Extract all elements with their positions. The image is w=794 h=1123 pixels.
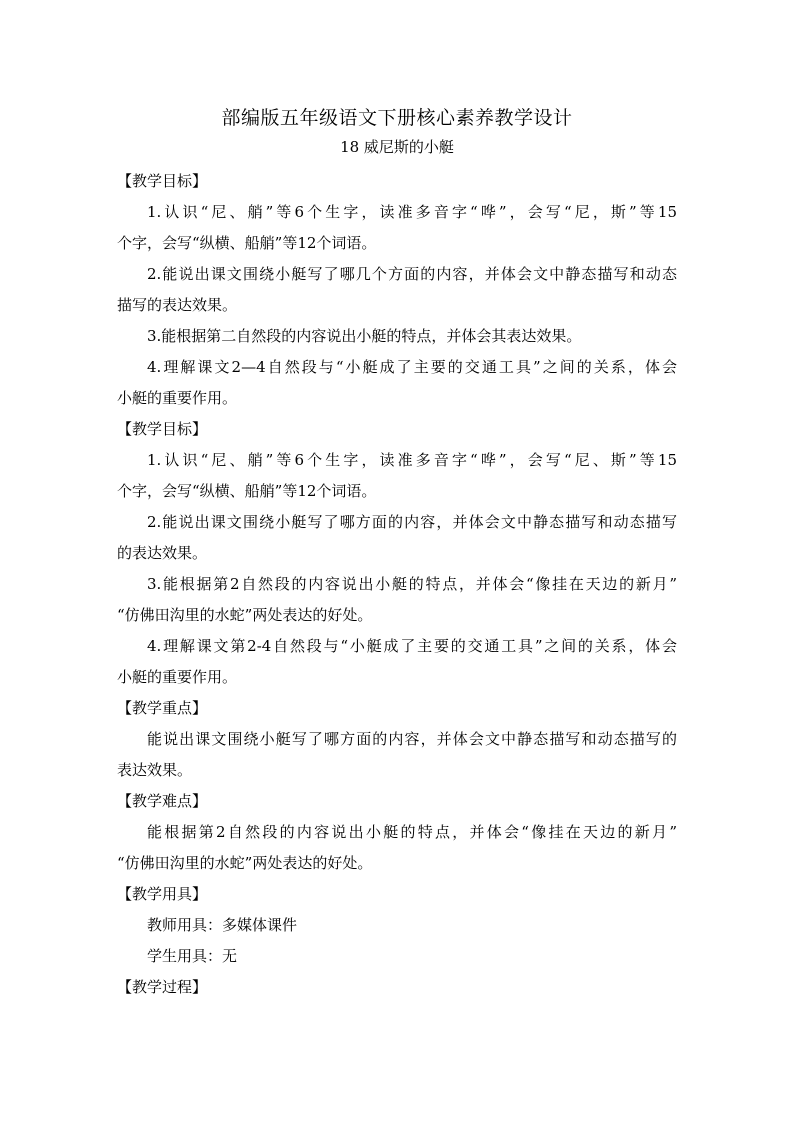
goal-1-2-line-1: 2.能说出课文围绕小艇写了哪几个方面的内容，并体会文中静态描写和动态 — [147, 265, 677, 283]
goal-2-2-line-2: 的表达效果。 — [117, 544, 208, 562]
goal-1-3-line-1: 3.能根据第二自然段的内容说出小艇的特点，并体会其表达效果。 — [147, 327, 582, 345]
key-point-line-1: 能说出课文围绕小艇写了哪方面的内容，并体会文中静态描写和动态描写的 — [147, 730, 677, 748]
goal-1-1-line-2: 个字，会写“纵横、船艄”等12个词语。 — [117, 234, 377, 252]
goal-2-3-line-1: 3.能根据第2自然段的内容说出小艇的特点，并体会“像挂在天边的新月” — [147, 575, 677, 593]
goal-2-2-line-1: 2.能说出课文围绕小艇写了哪方面的内容，并体会文中静态描写和动态描写 — [147, 513, 677, 531]
section-heading-process: 【教学过程】 — [117, 978, 208, 996]
goal-1-1-line-1: 1.认识“尼、艄”等6个生字，读准多音字“哗”，会写“尼，斯”等15 — [147, 203, 677, 221]
difficulty-line-1: 能根据第2自然段的内容说出小艇的特点，并体会“像挂在天边的新月” — [147, 823, 677, 841]
goal-2-4-line-2: 小艇的重要作用。 — [117, 668, 238, 686]
student-tools-line: 学生用具：无 — [147, 947, 238, 965]
goal-2-1-line-1: 1.认识“尼、艄”等6个生字，读准多音字“哗”，会写“尼、斯”等15 — [147, 451, 677, 469]
section-heading-goals-1: 【教学目标】 — [117, 172, 208, 190]
goal-1-4-line-2: 小艇的重要作用。 — [117, 389, 238, 407]
goal-1-4-line-1: 4.理解课文2—4自然段与“小艇成了主要的交通工具”之间的关系，体会 — [147, 358, 677, 376]
section-heading-difficulties: 【教学难点】 — [117, 792, 208, 810]
document-title: 部编版五年级语文下册核心素养教学设计 — [221, 107, 573, 129]
goal-1-2-line-2: 描写的表达效果。 — [117, 296, 238, 314]
section-heading-key-points: 【教学重点】 — [117, 699, 208, 717]
section-heading-tools: 【教学用具】 — [117, 885, 208, 903]
goal-2-4-line-1: 4.理解课文第2-4自然段与“小艇成了主要的交通工具”之间的关系，体会 — [147, 637, 677, 655]
goal-2-1-line-2: 个字，会写“纵横、船艄”等12个词语。 — [117, 482, 377, 500]
lesson-title: 18 威尼斯的小艇 — [340, 138, 454, 156]
teacher-tools-line: 教师用具：多媒体课件 — [147, 916, 298, 934]
document-body — [117, 166, 677, 1003]
difficulty-line-2: “仿佛田沟里的水蛇”两处表达的好处。 — [117, 854, 373, 872]
section-heading-goals-2: 【教学目标】 — [117, 420, 208, 438]
key-point-line-2: 表达效果。 — [117, 761, 193, 779]
goal-2-3-line-2: “仿佛田沟里的水蛇”两处表达的好处。 — [117, 606, 373, 624]
